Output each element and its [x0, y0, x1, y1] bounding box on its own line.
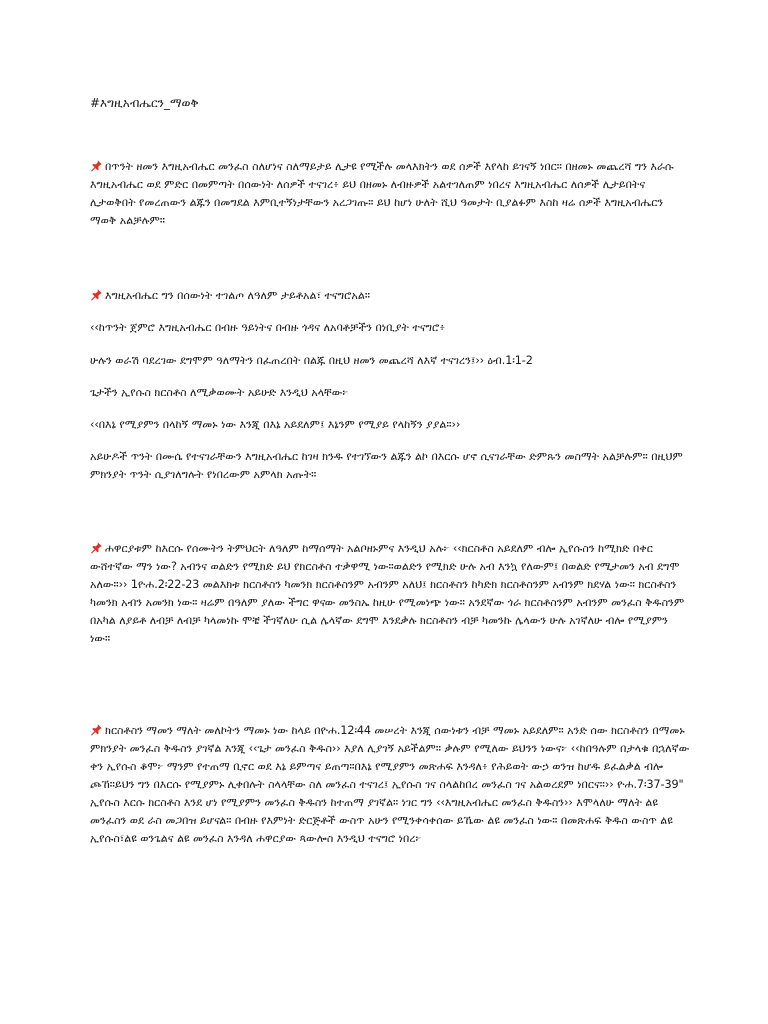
paragraph-jews: አይሁዶች ጥንት በሙሴ የተናገራቸውን እግዚአብሔር ከገዛ ክንዱ የተገኘውን ልጁን ልኮ በእርሱ ሆኖ ሲናገራቸው ድምጹን መስማት አልቻሉም። በዚህም ምክንያት ጥንት ሲያገለግሉት የነበረውም አምላክ አጡት።: [90, 450, 683, 481]
paragraph-1: [90, 158, 690, 230]
paragraph-jesus-said: ጌታችን ኢየሱስ ክርስቶስ ለሚቃወሙት አይሁድ እንዲህ አላቸው፦: [90, 386, 349, 399]
quote-hebrews-part1: ‹‹ከጥንት ጀምሮ እግዚአብሔር በብዙ ዓይነትና በብዙ ጎዳና ለአባቶቻችን በነቢያት ተናግሮ፥: [90, 321, 446, 334]
paragraph-4-text: ክርስቶስን ማመን ማለት መለኮትን ማመኑ ነው ከላይ በዮሐ.12፡44 መሠረት እንጂ ሰውነቱን ብቻ ማመኑ አይደለም። አንድ ሰው ክርስቶስን በማመኑ ምክንያት መንፈስ ቅዱስን ያገኛል እንጂ ‹‹ጌታ መንፈስ ቅዱስ›› እያለ ሊያገኝ አይችልም። ቃሉም የሚለው ይህንን ነውና፦ ‹‹ከበዓሉም በታላቁ በኋለኛው ቀን ኢየሱስ ቆሞ፦ ማንም የተጠማ ቢኖር ወደ እኔ ይምጣና ይጠጣ።በእኔ የሚያምን መጽሐፍ እንዳለ፥ የሕይወት ውኃ ወንዝ ከሆዱ ይፈልቃል ብሎ ጮኸ።ይህን ግን በእርሱ የሚያምኑ ሊቀበሉት ስላላቸው ስለ መንፈስ ተናገረ፤ ኢየሱስ ገና ስላልከበረ መንፈስ ገና አልወረደም ነበርና።›› ዮሐ.7፡37-39" ኢየሱስ እርሱ ክርስቶስ እንደ ሆነ የሚያምን መንፈስ ቅዱስን ከተጠማ ያገኛል። ነገር ግን ‹‹እግዚአብሔር መንፈስ ቅዱስን›› እሞላለሁ ማለት ልዩ መንፈስን ወደ ራስ መጋበዝ ይሆናል። በብዙ የእምነት ድርጅቶች ውስጥ አሁን የሚንቀሳቀሰው ይኼው ልዩ መንፈስ ነው። በመጽሐፍ ቅዱስ ውስጥ ልዩ ኢየሱስ፣ልዩ ወንጌልና ልዩ መንፈስ እንዳለ ሐዋርያው ጳውሎስ እንዲህ ተናግሮ ነበረ፦: [90, 724, 690, 845]
paragraph-3-text: ሐዋርያቱም ከእርሱ የሰሙትን ትምህርት ለዓለም ከማሰማት አልቦዘኑምና እንዲህ አሉ፦ ‹‹ክርስቶስ አይደለም ብሎ ኢየሱስን ከሚክድ በቀር ውሸተኛው ማን ነው? አብንና ወልድን የሚክድ ይህ የክርስቶስ ተቃዋሚ ነው።ወልድን የሚክድ ሁሉ አብ እንኳ የለውም፤ በወልድ የሚታመን አብ ደግሞ አለው።›› 1ዮሐ.2፡22-23 መልእክቱ ክርስቶስን ካመንክ ክርስቶስንም አብንም አለህ፤ ክርስቶስን ከካድክ ክርስቶስንም አብንም ክደሃል ነው። ክርስቶስን ካመንክ አብን አመንክ ነው። ዛሬም በዓለም ያለው ችግር ዋናው መንስኤ ከዚሁ የሚመነጭ ነው። አንደኛው ጎራ ክርስቶስንም አብንም መንፈስ ቅዱስንም በአካል ለያይቶ ለብቻ ለብቻ ካላመነኩ ሞቼ ችገኛለሁ ሲል ሌላኛው ደግሞ እንደቃሉ ክርስቶስን ብቻ ካመንኩ ሌላውን ሁሉ አገኛለሁ ብሎ የሚያምን ነው።: [90, 542, 685, 645]
hashtag-heading: #እግዚአብሔርን_ማወቅ: [90, 96, 199, 110]
paragraph-3: [90, 540, 690, 648]
pushpin-icon: [90, 723, 103, 736]
document-page: [90, 0, 690, 1024]
pushpin-icon: [90, 159, 103, 172]
paragraph-1-text: በጥንት ዘመን እግዚአብሔር መንፈስ ስለሆነና ስለማይታይ ሊታዩ የሚችሉ መላእክትን ወደ ሰዎች እየላከ ይገናኝ ነበር። በዘመኑ መጨረሻ ግን እራሱ እግዚአብሔር ወደ ምድር በመምጣት በሰውነት ለሰዎች ተናገረ፥ ይህ በዘመኑ ለብዙዎች አልተገለጠም ነበረና እግዚአብሔር ለሰዎች ሊታይበትና ሊታወቅበት የመረጠውን ልጁን በመግደል እምቢተኝነታቸውን አረጋገጡ። ይህ ከሆነ ሁለት ሺህ ዓመታት ቢያልፉም እስከ ዛሬ ሰዎች እግዚአብሔርን ማወቅ አልቻሉም።: [90, 160, 674, 227]
quote-john: ‹‹በእኔ የሚያምን በላከኝ ማመኑ ነው እንጂ በእኔ አይደለም፤ እኔንም የሚያይ የላከኝን ያያል።››: [90, 418, 461, 431]
pushpin-icon: [90, 288, 103, 301]
pushpin-icon: [90, 541, 103, 554]
paragraph-4: [90, 722, 690, 848]
quote-hebrews-part2: ሁሉን ወራሽ ባደረገው ደግሞም ዓለማትን በፈጠረበት በልጁ በዚህ ዘመን መጨረሻ ለእኛ ተናገረን፤›› ዕብ.1፡1-2: [90, 354, 533, 367]
paragraph-2-text: እግዚአብሔር ግን በሰውነት ተገልጦ ለዓለም ታይቶአል፣ ተናግሮአል።: [105, 289, 370, 302]
paragraph-2: [90, 287, 690, 305]
